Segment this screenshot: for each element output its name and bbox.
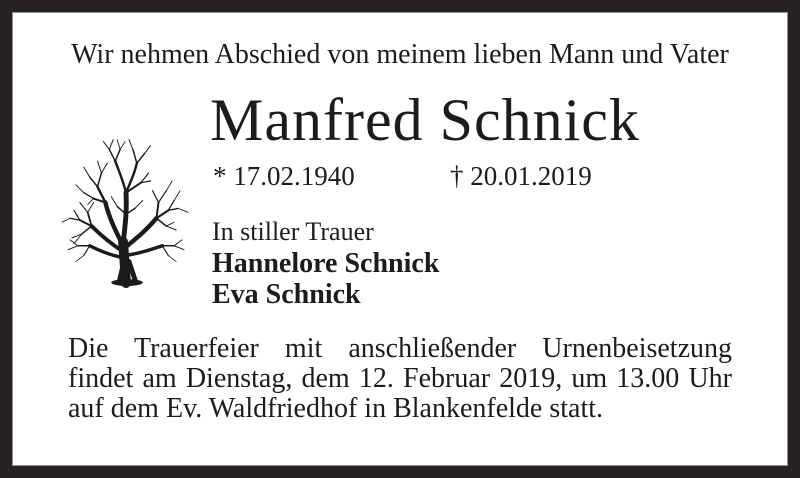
funeral-line: auf dem Ev. Waldfriedhof in Blankenfelde statt. — [68, 393, 604, 424]
deceased-name: Manfred Schnick — [210, 87, 640, 153]
mourning-intro: In stiller Trauer — [212, 217, 374, 246]
intro-line: Wir nehmen Abschied von meinem lieben Mann und Vater — [71, 39, 729, 70]
mourner-name: Hannelore Schnick — [212, 248, 440, 279]
mourning-block — [212, 215, 439, 310]
bare-tree-icon — [56, 116, 198, 288]
funeral-line: Die Trauerfeier mit anschließender Urnenbeisetzung — [68, 333, 732, 364]
birth-date: * 17.02.1940 — [213, 161, 355, 191]
funeral-info — [68, 334, 732, 424]
death-date: † 20.01.2019 — [450, 161, 592, 191]
funeral-line: findet am Dienstag, dem 12. Februar 2019, um 13.00 Uhr — [68, 363, 732, 394]
mourner-name: Eva Schnick — [212, 279, 361, 310]
